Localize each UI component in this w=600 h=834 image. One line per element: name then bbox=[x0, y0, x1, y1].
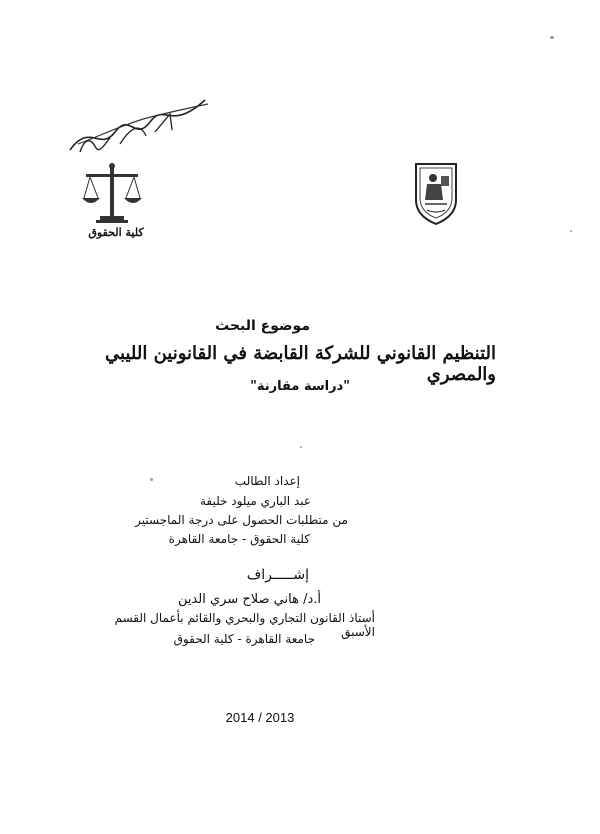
scan-speck bbox=[300, 446, 302, 448]
scales-of-justice-icon bbox=[80, 160, 144, 228]
signature-icon bbox=[60, 92, 210, 162]
supervision-label: إشـــــراف bbox=[246, 567, 309, 583]
supervisor-university: جامعة القاهرة - كلية الحقوق bbox=[173, 632, 315, 646]
supervisor-name: أ.د/ هاني صلاح سري الدين bbox=[177, 592, 321, 607]
law-faculty-logo-text: كلية الحقوق bbox=[88, 226, 144, 239]
academic-year: 2014 / 2013 bbox=[225, 710, 295, 725]
cairo-university-logo-icon bbox=[413, 160, 459, 226]
thesis-title: التنظيم القانوني للشركة القابضة في القانونين الليبي والمصري bbox=[105, 343, 496, 385]
scan-speck bbox=[550, 36, 554, 39]
topic-label: موضوع البحث bbox=[215, 318, 310, 334]
scan-speck bbox=[150, 478, 153, 481]
prepared-by-label: إعداد الطالب bbox=[234, 474, 300, 488]
supervisor-title: أستاذ القانون التجاري والبحري والقائم بأعمال القسم الأسبق bbox=[114, 611, 375, 639]
student-faculty: كلية الحقوق - جامعة القاهرة bbox=[168, 532, 310, 546]
degree-requirement: من متطلبات الحصول على درجة الماجستير bbox=[135, 513, 348, 527]
thesis-subtitle: "دراسة مقارنة" bbox=[250, 379, 350, 394]
scan-speck bbox=[570, 230, 572, 232]
student-name: عبد الباري ميلود خليفة bbox=[199, 494, 311, 508]
